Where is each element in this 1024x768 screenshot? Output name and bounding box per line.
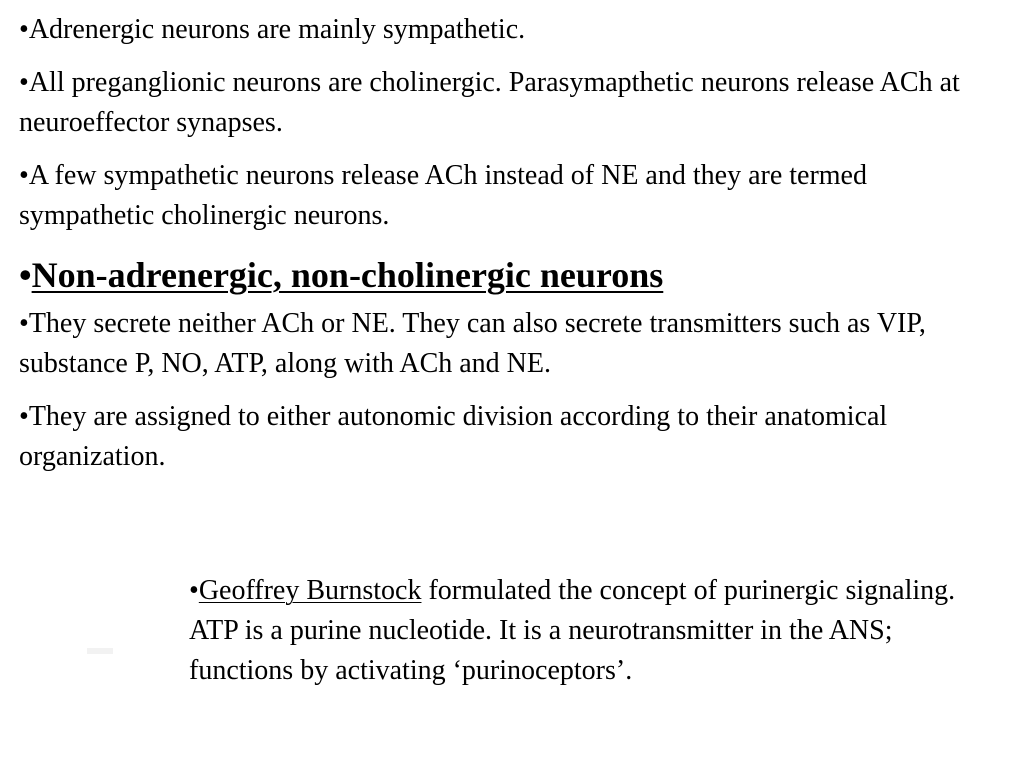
bullet-glyph: • xyxy=(19,401,29,432)
bullet-glyph: • xyxy=(19,255,32,295)
heading-text: Non-adrenergic, non-cholinergic neurons xyxy=(31,255,664,295)
bullet-text: They are assigned to either autonomic division according to their anatomical organization. xyxy=(19,401,888,472)
bullet-glyph: • xyxy=(19,160,29,191)
bullet-text: A few sympathetic neurons release ACh instead of NE and they are termed sympathetic cholinergic neurons. xyxy=(19,160,867,231)
purinergic-text: formulated the concept of purinergic signaling. ATP is a purine nucleotide. It is a neurotransmitter in the ANS; functions by activating ‘purinoceptors’. xyxy=(189,575,956,686)
bullet-glyph: • xyxy=(19,14,29,45)
bullet-secretion xyxy=(19,304,989,384)
bullet-glyph: • xyxy=(189,575,199,606)
bullet-adrenergic xyxy=(19,10,989,50)
bullet-glyph: • xyxy=(19,308,29,339)
purinergic-note xyxy=(189,571,989,691)
portrait-image-placeholder xyxy=(87,648,113,654)
bullet-text: Adrenergic neurons are mainly sympathetic. xyxy=(28,14,526,45)
bullet-assignment xyxy=(19,397,989,477)
bullet-list xyxy=(19,10,989,490)
bullet-preganglionic xyxy=(19,63,989,143)
bullet-glyph: • xyxy=(19,67,29,98)
bullet-sympathetic-cholinergic xyxy=(19,156,989,236)
section-heading xyxy=(19,252,989,298)
bullet-text: They secrete neither ACh or NE. They can also secrete transmitters such as VIP, substance P, NO, ATP, along with ACh and NE. xyxy=(19,308,926,379)
burnstock-link[interactable]: Geoffrey Burnstock xyxy=(198,575,422,606)
bullet-text: All preganglionic neurons are cholinergic. Parasymapthetic neurons release ACh at neuroeffector synapses. xyxy=(19,67,960,138)
